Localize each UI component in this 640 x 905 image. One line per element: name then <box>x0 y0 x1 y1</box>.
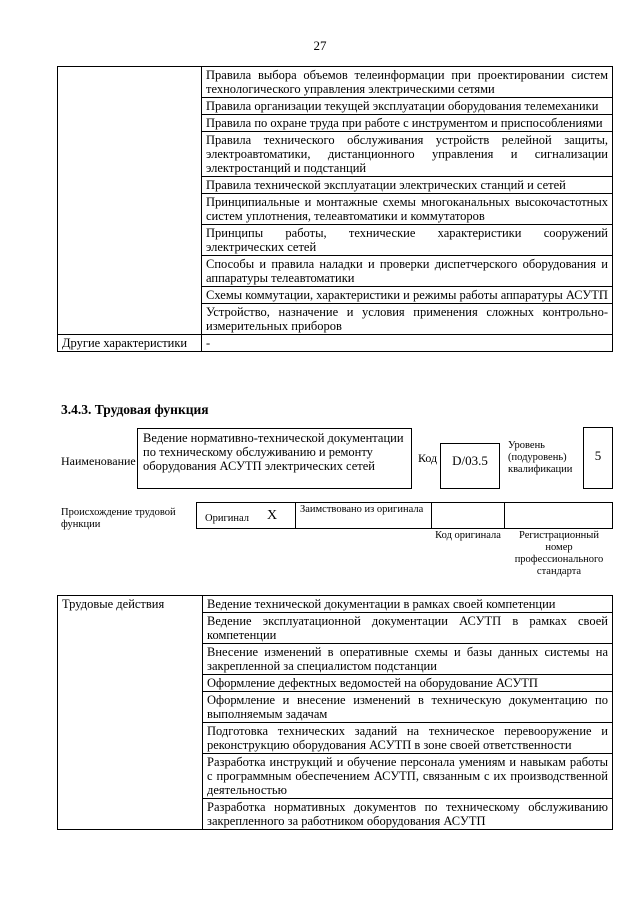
labor-action-item: Ведение эксплуатационной документации АСУТП в рамках своей компетенции <box>203 613 613 644</box>
knowledge-item: Схемы коммутации, характеристики и режимы работы аппаратуры АСУТП <box>202 287 613 304</box>
original-code-cell <box>431 502 505 529</box>
origin-label: Происхождение трудовой функции <box>61 507 176 530</box>
knowledge-item: Правила технического обслуживания устройств релейной защиты, электроавтоматики, дистанционного управления и сигнализации электростанций и подстанций <box>202 132 613 177</box>
code-caption: Код оригинала <box>435 530 501 541</box>
other-characteristics-value: - <box>202 335 613 352</box>
original-label: Оригинал <box>205 513 249 524</box>
knowledge-item: Устройство, назначение и условия применения сложных контрольно-измерительных приборов <box>202 304 613 335</box>
knowledge-item: Правила по охране труда при работе с инструментом и приспособлениями <box>202 115 613 132</box>
name-label: Наименование <box>61 454 136 468</box>
code-box: D/03.5 <box>440 443 500 489</box>
registration-number-cell <box>504 502 613 529</box>
knowledge-table <box>57 66 613 352</box>
labor-action-item: Разработка нормативных документов по техническому обслуживанию закрепленного за работником оборудования АСУТП <box>203 799 613 830</box>
labor-action-item: Оформление дефектных ведомостей на оборудование АСУТП <box>203 675 613 692</box>
labor-action-item: Ведение технической документации в рамках своей компетенции <box>203 596 613 613</box>
labor-action-item: Разработка инструкций и обучение персонала умениям и навыкам работы с программным обеспечением АСУТП, связанным с их производственной деятельностью <box>203 754 613 799</box>
knowledge-label-cell <box>58 67 202 335</box>
knowledge-item: Принципы работы, технические характеристики сооружений электрических сетей <box>202 225 613 256</box>
level-label: Уровень (подуровень) квалификации <box>508 440 573 475</box>
page-number: 27 <box>313 38 327 53</box>
original-mark: X <box>267 508 278 523</box>
labor-actions-label: Трудовые действия <box>58 596 203 830</box>
knowledge-item: Правила технической эксплуатации электрических станций и сетей <box>202 177 613 194</box>
labor-action-item: Оформление и внесение изменений в техническую документацию по выполняемым задачам <box>203 692 613 723</box>
knowledge-item: Способы и правила наладки и проверки диспетчерского оборудования и аппаратуры телеавтоматики <box>202 256 613 287</box>
original-cell <box>196 502 296 529</box>
labor-action-item: Внесение изменений в оперативные схемы и базы данных системы на закрепленной за специалистом подстанции <box>203 644 613 675</box>
registration-caption: Регистрационный номер профессионального стандарта <box>514 530 604 577</box>
knowledge-item: Правила организации текущей эксплуатации оборудования телемеханики <box>202 98 613 115</box>
labor-actions-table <box>57 595 613 830</box>
function-name-box: Ведение нормативно-технической документации по техническому обслуживанию и ремонту оборудования АСУТП электрических сетей <box>137 428 412 489</box>
knowledge-item: Правила выбора объемов телеинформации при проектировании систем технологического управления электрическими сетями <box>202 67 613 98</box>
level-box: 5 <box>583 427 613 489</box>
code-label: Код <box>418 451 438 465</box>
knowledge-item: Принципиальные и монтажные схемы многоканальных высокочастотных систем уплотнения, телеавтоматики и коммутаторов <box>202 194 613 225</box>
borrowed-cell: Заимствовано из оригинала <box>295 502 432 529</box>
other-characteristics-label: Другие характеристики <box>58 335 202 352</box>
labor-action-item: Подготовка технических заданий на техническое перевооружение и реконструкцию оборудования АСУТП в зоне своей ответственности <box>203 723 613 754</box>
section-heading: 3.4.3. Трудовая функция <box>61 402 209 417</box>
